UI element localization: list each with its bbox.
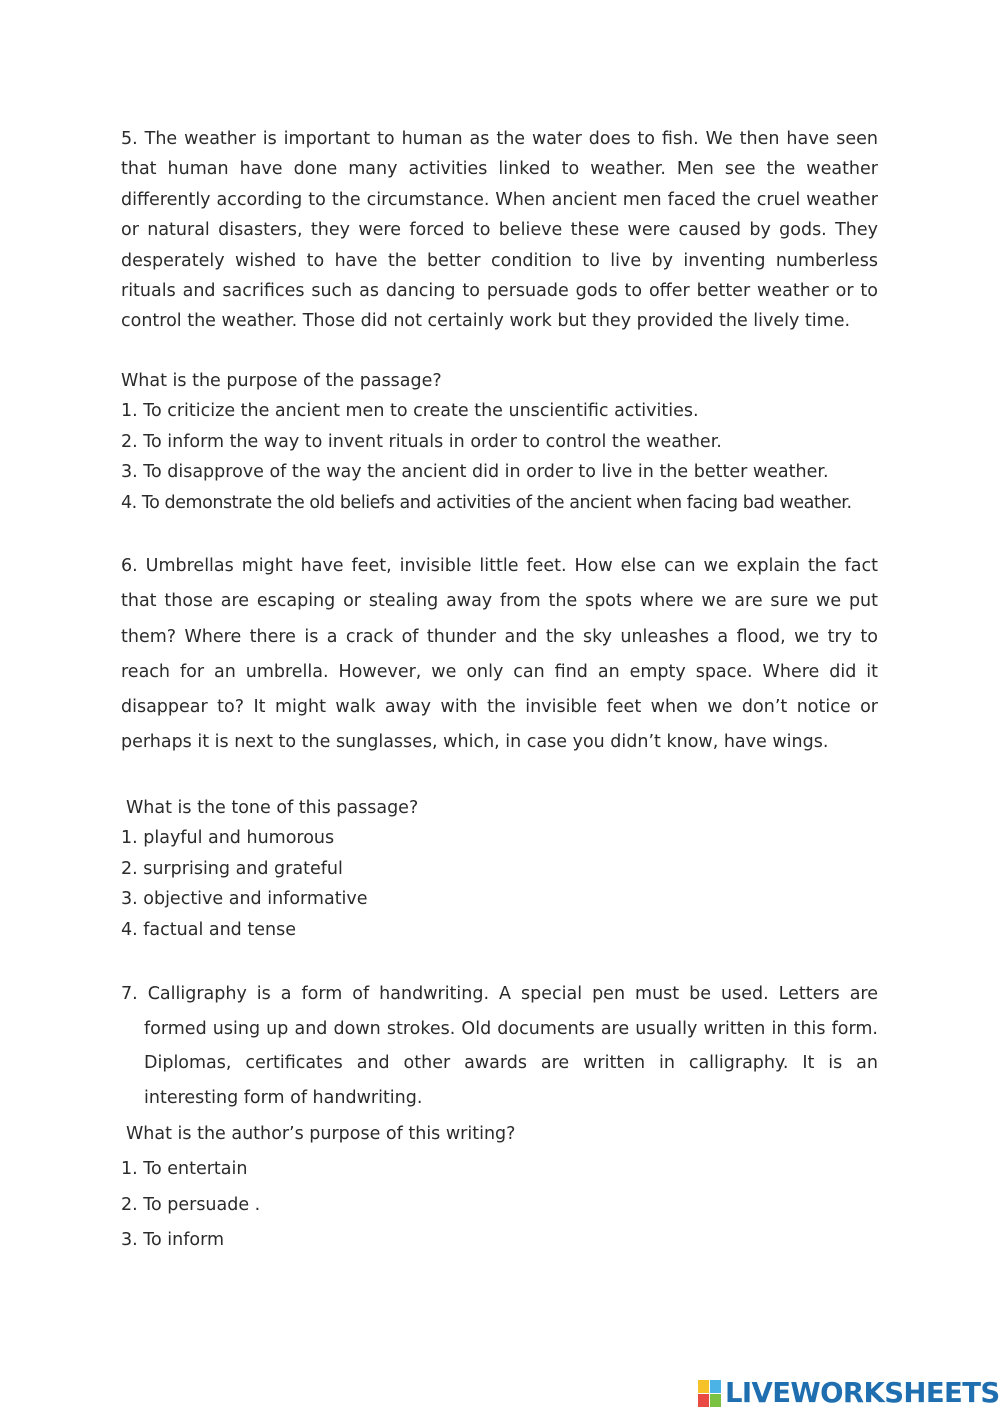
question-5-prompt: What is the purpose of the passage? — [121, 371, 442, 391]
question-5-option-1[interactable]: 1. To criticize the ancient men to create the unscientific activities. — [121, 401, 699, 422]
question-7-option-1[interactable]: 1. To entertain — [121, 1159, 248, 1180]
question-6 — [121, 793, 881, 945]
question-7-option-2[interactable]: 2. To persuade . — [121, 1194, 261, 1215]
question-7-option-3[interactable]: 3. To inform — [121, 1229, 225, 1250]
question-7-prompt: What is the author’s purpose of this writing? — [126, 1124, 516, 1144]
question-5-option-2[interactable]: 2. To inform the way to invent rituals in order to control the weather. — [121, 431, 722, 452]
liveworksheets-logo-icon — [698, 1378, 722, 1408]
liveworksheets-logo-text: LIVEWORKSHEETS — [725, 1377, 1000, 1409]
passage-5-text: 5. The weather is important to human as the water does to fish. We then have seen that human have done many activities linked to weather. Men see the weather differently according to the circumstance. When ancient men faced the cruel weather or natural disasters, they were forced to believe these were caused by gods. They desperately wished to have the better condition to live by inventing numberless rituals and sacrifices such as dancing to persuade gods to offer better weather or to control the weather. Those did not certainly work but they provided the lively time. — [121, 129, 878, 332]
question-6-prompt: What is the tone of this passage? — [126, 798, 419, 818]
question-5-option-4[interactable]: 4. To demonstrate the old beliefs and activities of the ancient when facing bad weather. — [121, 492, 852, 513]
passage-7-text: 7. Calligraphy is a form of handwriting. A special pen must be used. Letters are formed using up and down strokes. Old documents are usually written in this form. Diplomas, certificates and other awards are written in calligraphy. It is an interesting form of handwriting. — [121, 984, 878, 1108]
question-6-option-4[interactable]: 4. factual and tense — [121, 919, 296, 940]
question-6-option-1[interactable]: 1. playful and humorous — [121, 828, 335, 849]
question-6-option-3[interactable]: 3. objective and informative — [121, 889, 368, 910]
passage-6-text: 6. Umbrellas might have feet, invisible little feet. How else can we explain the fact that those are escaping or stealing away from the spots where we are sure we put them? Where there is a crack of thunder and the sky unleashes a flood, we try to reach for an umbrella. However, we only can find an empty space. Where did it disappear to? It might walk away with the invisible feet when we don’t notice or perhaps it is next to the sunglasses, which, in case you didn’t know, have wings. — [121, 556, 878, 753]
question-5 — [121, 366, 881, 518]
question-7 — [121, 1117, 881, 1258]
liveworksheets-logo — [698, 1376, 1000, 1410]
question-6-option-2[interactable]: 2. surprising and grateful — [121, 858, 343, 879]
question-5-option-3[interactable]: 3. To disapprove of the way the ancient did in order to live in the better weather. — [121, 462, 829, 483]
